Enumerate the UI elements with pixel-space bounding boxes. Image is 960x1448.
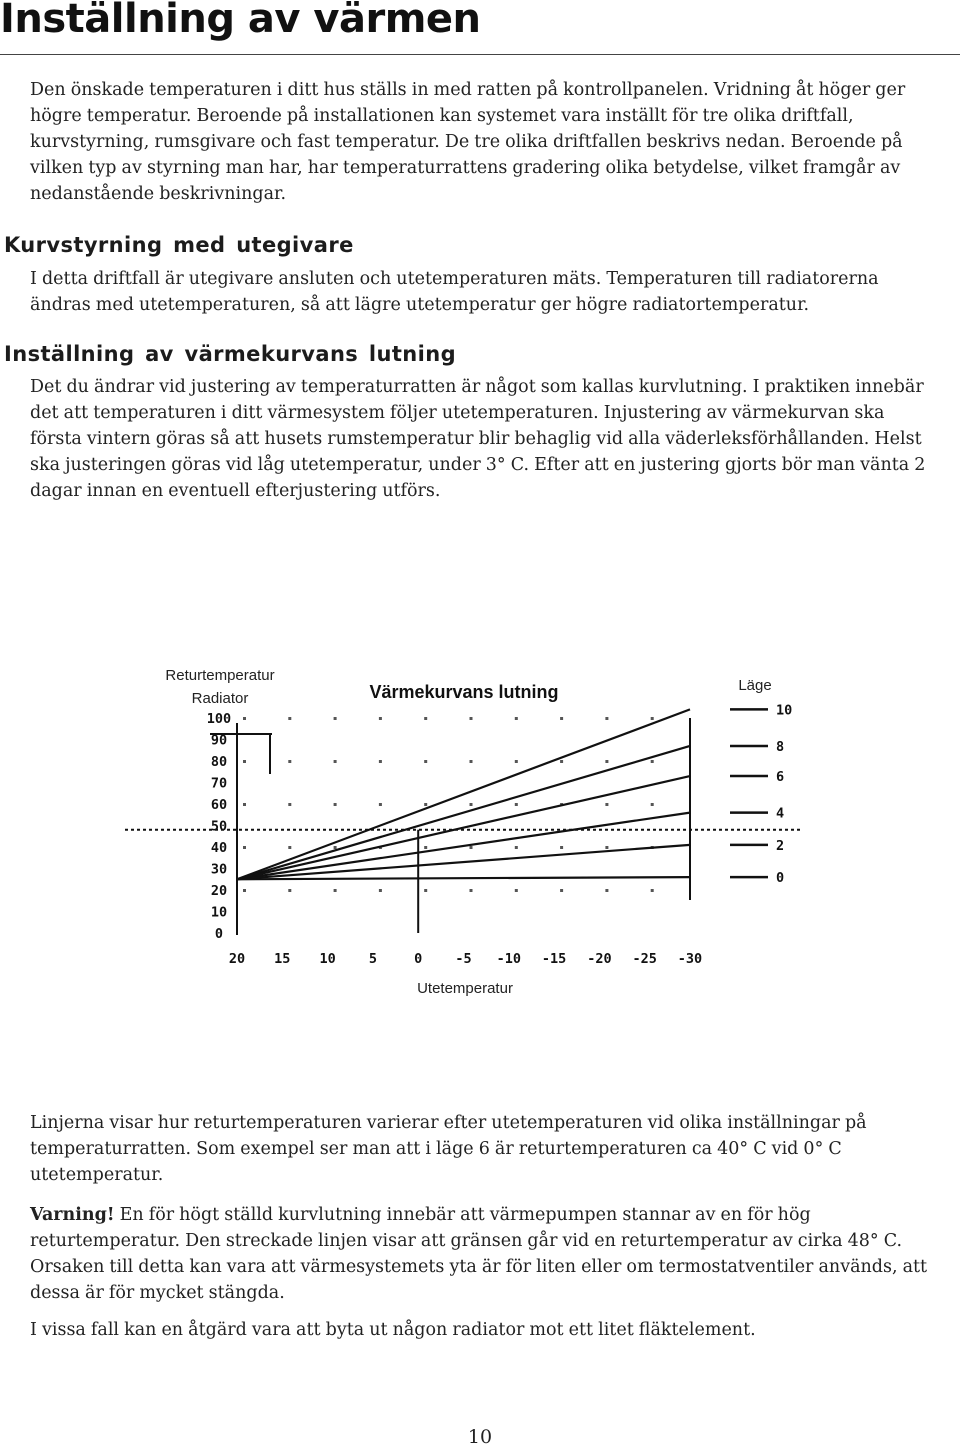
grid-dot bbox=[515, 717, 518, 720]
intro-paragraph: Den önskade temperaturen i ditt hus ställs in med ratten på kontrollpanelen. Vridning åt höger ger högre temperatur. Beroende på installationen kan systemet vara inställt för tre olika driftfall, kurvstyrning, rumsgivare och fast temperatur. De tre olika driftfallen beskrivs nedan. Beroende på vilken typ av styrning man har, har temperaturrattens gradering olika betydelse, vilket framgår av nedanstående beskrivningar. bbox=[30, 80, 906, 204]
grid-dot bbox=[605, 846, 608, 849]
grid-dot bbox=[605, 889, 608, 892]
grid-dot bbox=[288, 760, 291, 763]
x-tick-label: 0 bbox=[414, 951, 423, 967]
section-text-kurvstyrning: I detta driftfall är utegivare ansluten och utetemperaturen mäts. Temperaturen till radiatorerna ändras med utetemperaturen, så att lägre utetemperatur ger högre radiatortemperatur. bbox=[30, 269, 879, 315]
grid-dot bbox=[334, 846, 337, 849]
grid-dot bbox=[288, 717, 291, 720]
y-axis-label-line1: Returtemperatur bbox=[165, 667, 275, 684]
y-tick-label: 60 bbox=[210, 797, 228, 813]
warning-text: En för högt ställd kurvlutning innebär att värmepumpen stannar av en för hög returtemperatur. Den streckade linjen visar att gränsen går vid en returtemperatur av cirka 48° C. Orsaken till detta kan vara att värmesystemets yta är för liten eller om termostatventiler används, att dessa är för mycket stängda. bbox=[30, 1205, 928, 1303]
series-line-6 bbox=[237, 776, 690, 879]
grid-dot bbox=[470, 760, 473, 763]
grid-dot bbox=[605, 717, 608, 720]
page-number: 10 bbox=[467, 1426, 493, 1448]
y-tick-label: 100 bbox=[206, 711, 232, 727]
grid-dot bbox=[334, 803, 337, 806]
grid-dot bbox=[379, 803, 382, 806]
closing-paragraph: I vissa fall kan en åtgärd vara att byta ut någon radiator mot ett litet fläktelement. bbox=[30, 1320, 756, 1340]
x-tick-label: -20 bbox=[587, 951, 612, 967]
grid-dot bbox=[424, 889, 427, 892]
grid-dot bbox=[651, 803, 654, 806]
y-tick-label: 80 bbox=[210, 754, 228, 770]
legend-label: 6 bbox=[776, 769, 785, 786]
grid-dot bbox=[605, 803, 608, 806]
x-tick-label: 10 bbox=[319, 951, 336, 967]
x-tick-label: -25 bbox=[632, 951, 657, 967]
legend-title: Läge bbox=[738, 677, 772, 694]
grid-dot bbox=[560, 717, 563, 720]
grid-dot bbox=[651, 889, 654, 892]
grid-dot bbox=[334, 889, 337, 892]
grid-dot bbox=[515, 760, 518, 763]
chart-title: Värmekurvans lutning bbox=[369, 682, 559, 702]
x-tick-label: -30 bbox=[677, 951, 703, 967]
grid-dot bbox=[334, 760, 337, 763]
grid-dot bbox=[243, 717, 246, 720]
warning-paragraph bbox=[30, 1202, 940, 1306]
grid-dot bbox=[470, 803, 473, 806]
grid-dot bbox=[560, 889, 563, 892]
heating-curve-chart bbox=[0, 650, 960, 1010]
legend-label: 4 bbox=[776, 805, 785, 822]
legend-label: 2 bbox=[776, 837, 785, 854]
grid-dot bbox=[288, 846, 291, 849]
legend-label: 10 bbox=[776, 702, 793, 719]
section-heading-kurvstyrning: Kurvstyrning med utegivare bbox=[4, 233, 354, 257]
grid-dot bbox=[424, 760, 427, 763]
grid-dot bbox=[651, 760, 654, 763]
grid-dot bbox=[515, 889, 518, 892]
x-tick-label: 20 bbox=[228, 951, 246, 967]
legend-label: 8 bbox=[776, 738, 785, 755]
x-tick-label: -15 bbox=[541, 951, 567, 967]
y-tick-label: 50 bbox=[210, 818, 228, 835]
title-divider bbox=[0, 54, 960, 55]
series-line-4 bbox=[237, 813, 690, 880]
series-line-0 bbox=[237, 877, 690, 879]
grid-dot bbox=[470, 846, 473, 849]
grid-dot bbox=[470, 717, 473, 720]
series-line-2 bbox=[237, 845, 690, 879]
grid-dot bbox=[379, 889, 382, 892]
series-line-10 bbox=[237, 709, 690, 879]
legend-label: 0 bbox=[776, 870, 785, 887]
grid-dot bbox=[424, 717, 427, 720]
grid-dot bbox=[379, 760, 382, 763]
grid-dot bbox=[651, 717, 654, 720]
grid-dot bbox=[605, 760, 608, 763]
y-tick-label: 20 bbox=[210, 883, 228, 899]
y-tick-label: 90 bbox=[210, 732, 228, 749]
y-tick-label: 10 bbox=[210, 904, 228, 921]
y-tick-label: 40 bbox=[210, 840, 228, 856]
y-tick-label: 0 bbox=[214, 926, 224, 942]
x-tick-label: -5 bbox=[455, 951, 472, 967]
section-text-kurvlutning: Det du ändrar vid justering av temperaturratten är något som kallas kurvlutning. I praktiken innebär det att temperaturen i ditt värmesystem följer utetemperaturen. Injustering av värmekurvan ska första vintern göras så att husets rumstemperatur blir behaglig vid alla väderleksförhållanden. Helst ska justeringen göras vid låg utetemperatur, under 3° C. Efter att en justering gjorts bör man vänta 2 dagar innan en eventuell efterjustering utförs. bbox=[30, 377, 926, 501]
y-tick-label: 30 bbox=[210, 861, 228, 878]
y-tick-label: 70 bbox=[210, 775, 228, 792]
grid-dot bbox=[560, 760, 563, 763]
y-axis-label-line2: Radiator bbox=[191, 690, 249, 707]
x-axis-label: Utetemperatur bbox=[417, 980, 513, 997]
grid-dot bbox=[334, 717, 337, 720]
section-heading-kurvlutning: Inställning av värmekurvans lutning bbox=[4, 342, 457, 366]
grid-dot bbox=[288, 803, 291, 806]
x-tick-label: 15 bbox=[274, 951, 291, 967]
grid-dot bbox=[243, 889, 246, 892]
grid-dot bbox=[470, 889, 473, 892]
grid-dot bbox=[288, 889, 291, 892]
series-line-8 bbox=[237, 746, 690, 879]
grid-dot bbox=[243, 760, 246, 763]
grid-dot bbox=[379, 717, 382, 720]
page-title: Inställning av värmen bbox=[0, 0, 481, 42]
x-tick-label: -10 bbox=[496, 951, 521, 967]
grid-dot bbox=[515, 846, 518, 849]
grid-dot bbox=[515, 803, 518, 806]
grid-dot bbox=[560, 846, 563, 849]
grid-dot bbox=[243, 803, 246, 806]
warning-label: Varning! bbox=[30, 1205, 115, 1225]
after-chart-paragraph: Linjerna visar hur returtemperaturen varierar efter utetemperaturen vid olika inställningar på temperaturratten. Som exempel ser man att i läge 6 är returtemperaturen ca 40° C vid 0° C utetemperatur. bbox=[30, 1113, 867, 1185]
grid-dot bbox=[424, 803, 427, 806]
grid-dot bbox=[424, 846, 427, 849]
grid-dot bbox=[243, 846, 246, 849]
x-tick-label: 5 bbox=[368, 951, 377, 967]
